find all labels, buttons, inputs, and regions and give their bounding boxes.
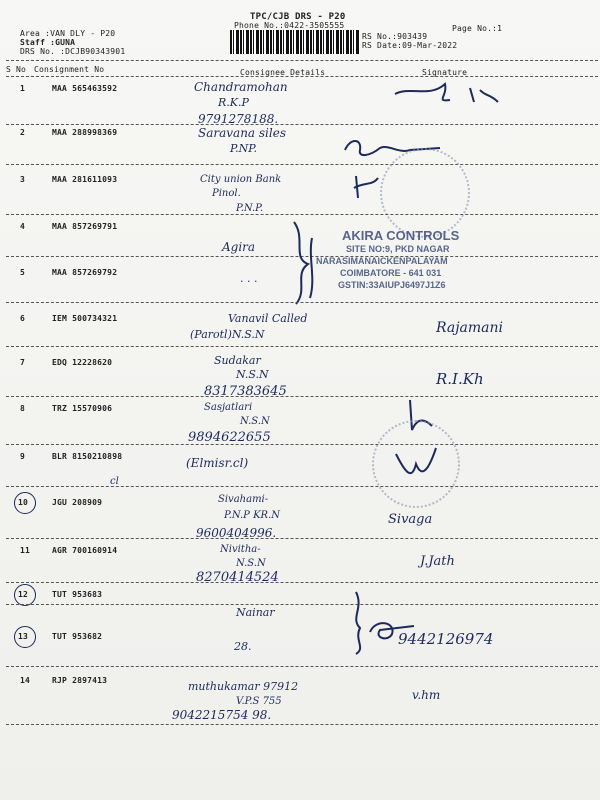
consignee-name: Nivitha- bbox=[220, 544, 261, 555]
consignee-area: P.N.P. bbox=[236, 203, 264, 214]
area-label: Area :VAN DLY - P20 bbox=[20, 29, 116, 38]
consignee-area: (Parotl)N.S.N bbox=[190, 328, 265, 341]
row-consignment: MAA 288998369 bbox=[52, 128, 118, 137]
row-consignment: IEM 500734321 bbox=[52, 314, 118, 323]
consignee-phone: 9600404996. bbox=[196, 526, 277, 540]
row-consignment: BLR 8150210898 bbox=[52, 452, 123, 461]
row-sno: 10 bbox=[18, 498, 29, 507]
row-consignment: TRZ 15570906 bbox=[52, 404, 113, 413]
consignee-name: City union Bank bbox=[200, 174, 282, 185]
header-divider bbox=[6, 60, 598, 61]
rs-number: RS No.:903439 bbox=[362, 32, 428, 41]
consignee-area: Pinol. bbox=[212, 188, 241, 199]
company-stamp-name: AKIRA CONTROLS bbox=[342, 228, 460, 243]
row-sno: 11 bbox=[20, 546, 31, 555]
row-sno: 13 bbox=[18, 632, 29, 641]
row-consignment: RJP 2897413 bbox=[52, 676, 108, 685]
document-title: TPC/CJB DRS - P20 bbox=[250, 12, 346, 22]
row-consignment: AGR 700160914 bbox=[52, 546, 118, 555]
consignee-area: P.N.P KR.N bbox=[224, 510, 281, 521]
row-sno: 4 bbox=[20, 222, 26, 231]
column-consignment: Consignment No bbox=[34, 65, 105, 74]
company-stamp-gstin: GSTIN:33AIUPJ6497J1Z6 bbox=[338, 280, 446, 290]
rs-date: RS Date:09-Mar-2022 bbox=[362, 41, 458, 50]
row-sno: 12 bbox=[18, 590, 29, 599]
consignee-phone: 8270414524 bbox=[196, 570, 279, 585]
column-sno: S No bbox=[6, 65, 27, 74]
receiver-signature: v.hm bbox=[412, 688, 441, 702]
receiver-signature: Sivaga bbox=[388, 512, 433, 527]
consignee-name: Saravana siles bbox=[198, 126, 286, 140]
row-sno: 1 bbox=[20, 84, 26, 93]
row-sno: 8 bbox=[20, 404, 26, 413]
receiver-signature: R.I.Kh bbox=[436, 370, 484, 388]
barcode bbox=[230, 30, 360, 54]
column-signature: Signature bbox=[422, 68, 468, 77]
consignee-area: N.S.N bbox=[240, 416, 270, 427]
company-stamp-city: COIMBATORE - 641 031 bbox=[340, 268, 442, 278]
consignee-name: Agira bbox=[222, 240, 256, 254]
row-consignment: TUT 953683 bbox=[52, 590, 103, 599]
row-sno: 6 bbox=[20, 314, 26, 323]
receiver-signature: Rajamani bbox=[436, 320, 504, 336]
row-sno: 2 bbox=[20, 128, 26, 137]
consignee-area: P.NP. bbox=[230, 142, 257, 155]
row-sno: 3 bbox=[20, 175, 26, 184]
consignee-area: 28. bbox=[234, 640, 252, 653]
consignee-name: Sudakar bbox=[214, 354, 261, 367]
consignee-name: (Elmisr.cl) bbox=[186, 456, 249, 470]
consignee-area: R.K.P bbox=[218, 96, 249, 109]
consignee-area: N.S.N bbox=[236, 558, 266, 569]
column-details: Consignee Details bbox=[240, 68, 326, 77]
receiver-signature: J.Jath bbox=[420, 554, 455, 569]
consignee-name: Chandramohan bbox=[194, 80, 288, 94]
faded-round-stamp bbox=[380, 148, 470, 238]
drs-number: DRS No. :DCJB90343901 bbox=[20, 47, 126, 56]
consignee-name: Sasjatlari bbox=[204, 402, 253, 413]
row-consignment: MAA 857269792 bbox=[52, 268, 118, 277]
row-sno: 7 bbox=[20, 358, 26, 367]
consignee-phone: 8317383645 bbox=[204, 384, 287, 399]
consignee-phone: 9894622655 bbox=[188, 430, 271, 445]
consignee-area: V.P.S 755 bbox=[236, 696, 282, 707]
consignee-name: muthukamar 97912 bbox=[188, 680, 299, 693]
row-consignment: MAA 565463592 bbox=[52, 84, 118, 93]
company-stamp-area: NARASIMANAICKENPALAYAM bbox=[316, 256, 448, 266]
receiver-signature: 9442126974 bbox=[398, 630, 494, 648]
phone-number: Phone No.:0422-3505555 bbox=[234, 21, 345, 30]
signature-mark bbox=[392, 444, 442, 484]
consignee-area: N.S.N bbox=[236, 368, 269, 381]
row-sno: 14 bbox=[20, 676, 31, 685]
row-consignment: JGU 208909 bbox=[52, 498, 103, 507]
consignee-name: Sivahami- bbox=[218, 494, 269, 505]
row-consignment: EDQ 12228620 bbox=[52, 358, 113, 367]
row-sno: 5 bbox=[20, 268, 26, 277]
row-consignment: TUT 953682 bbox=[52, 632, 103, 641]
row-sno: 9 bbox=[20, 452, 26, 461]
staff-label: Staff :GUNA bbox=[20, 38, 76, 47]
signature-mark bbox=[390, 76, 510, 106]
consignee-name: . . . bbox=[240, 272, 258, 285]
row-consignment: MAA 857269791 bbox=[52, 222, 118, 231]
consignee-name: Nainar bbox=[236, 606, 275, 619]
consignee-phone: 9791278188. bbox=[198, 112, 279, 126]
company-stamp-address: SITE NO:9, PKD NAGAR bbox=[346, 244, 450, 254]
consignee-phone: 9042215754 98. bbox=[172, 708, 272, 722]
consignee-area: cl bbox=[110, 476, 119, 487]
consignee-name: Vanavil Called bbox=[228, 312, 308, 325]
page-number: Page No.:1 bbox=[452, 24, 503, 33]
row-consignment: MAA 281611093 bbox=[52, 175, 118, 184]
